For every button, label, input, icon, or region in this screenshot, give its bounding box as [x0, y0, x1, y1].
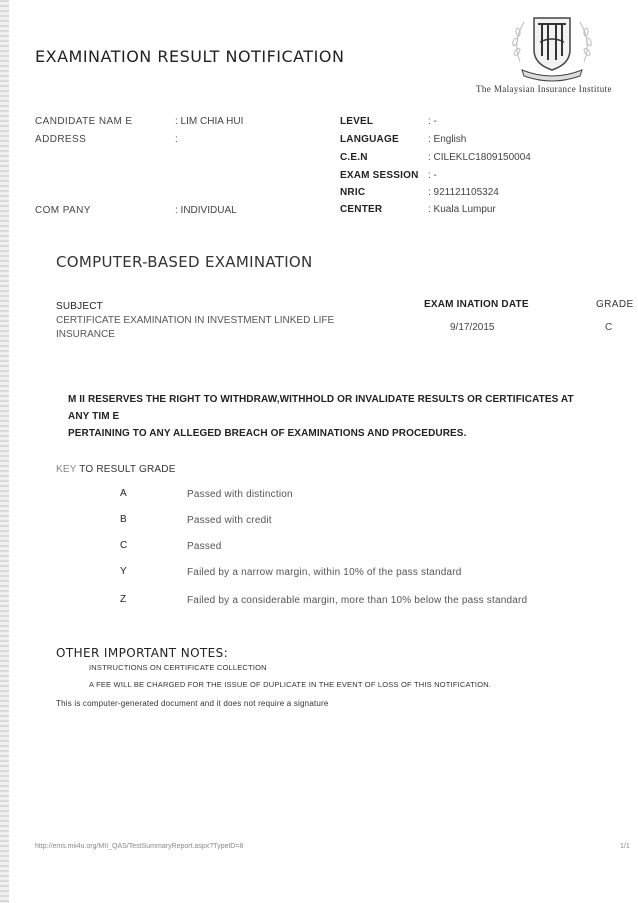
notice-line-2: PERTAINING TO ANY ALLEGED BREACH OF EXAMINATIONS AND PROCEDURES. [68, 428, 467, 439]
footer-page-number: 1/1 [620, 843, 630, 850]
address-value: : [175, 134, 178, 145]
footer-url: http://ems.mii4u.org/MII_QAS/TestSummaryReport.aspx?TypeID=8 [35, 843, 244, 850]
key-grade-a: A [120, 488, 127, 499]
candidate-name-value: : LIM CHIA HUI [175, 116, 244, 127]
key-desc-c: Passed [187, 541, 222, 552]
nric-value: : 921121105324 [428, 187, 499, 198]
exam-date-value: 9/17/2015 [450, 322, 495, 333]
candidate-name-label: CANDIDATE NAM E [35, 116, 133, 127]
key-grade-b: B [120, 514, 127, 525]
note-duplicate-fee: A FEE WILL BE CHARGED FOR THE ISSUE OF DUPLICATE IN THE EVENT OF LOSS OF THIS NOTIFICATION. [89, 680, 492, 689]
center-value: : Kuala Lumpur [428, 204, 496, 215]
level-value: : - [428, 116, 437, 127]
nric-label: NRIC [340, 187, 366, 198]
institute-logo-icon [502, 12, 602, 82]
cen-label: C.E.N [340, 152, 368, 163]
language-label: LANGUAGE [340, 134, 399, 145]
level-label: LEVEL [340, 116, 374, 127]
notice-line-1: M II RESERVES THE RIGHT TO WITHDRAW,WITHHOLD OR INVALIDATE RESULTS OR CERTIFICATES AT ANY TIM E [68, 394, 574, 422]
page-title: EXAMINATION RESULT NOTIFICATION [35, 47, 345, 66]
exam-session-value: : - [428, 170, 437, 181]
subject-line-2: INSURANCE [56, 329, 115, 340]
key-grade-z: Z [120, 594, 127, 605]
exam-date-header: EXAM INATION DATE [424, 299, 529, 310]
key-title-rest: TO RESULT GRADE [76, 464, 176, 475]
reservation-notice [68, 391, 588, 442]
exam-session-label: EXAM SESSION [340, 170, 419, 181]
company-label: COM PANY [35, 205, 91, 216]
key-desc-b: Passed with credit [187, 515, 272, 526]
grade-header: GRADE [596, 299, 634, 310]
subject-line-1: CERTIFICATE EXAMINATION IN INVESTMENT LINKED LIFE [56, 315, 335, 326]
key-desc-y: Failed by a narrow margin, within 10% of the pass standard [187, 567, 462, 578]
key-desc-a: Passed with distinction [187, 489, 293, 500]
key-title-prefix: KEY [56, 464, 77, 475]
key-grade-c: C [120, 540, 128, 551]
section-title-cbe: COMPUTER-BASED EXAMINATION [56, 253, 313, 271]
key-title [56, 464, 176, 475]
other-notes-title: OTHER IMPORTANT NOTES: [56, 646, 229, 660]
subject-header: SUBJECT [56, 301, 103, 312]
note-certificate-collection: INSTRUCTIONS ON CERTIFICATE COLLECTION [89, 663, 267, 672]
scan-edge-strip [0, 0, 9, 903]
institute-name: The Malaysian Insurance Institute [476, 84, 612, 94]
cen-value: : CILEKLC1809150004 [428, 152, 531, 163]
signature-note: This is computer-generated document and it does not require a signature [56, 699, 329, 708]
address-label: ADDRESS [35, 134, 87, 145]
key-desc-z: Failed by a considerable margin, more than 10% below the pass standard [187, 595, 528, 606]
grade-value: C [605, 322, 613, 333]
key-grade-y: Y [120, 566, 127, 577]
company-value: : INDIVIDUAL [175, 205, 237, 216]
center-label: CENTER [340, 204, 383, 215]
language-value: : English [428, 134, 467, 145]
